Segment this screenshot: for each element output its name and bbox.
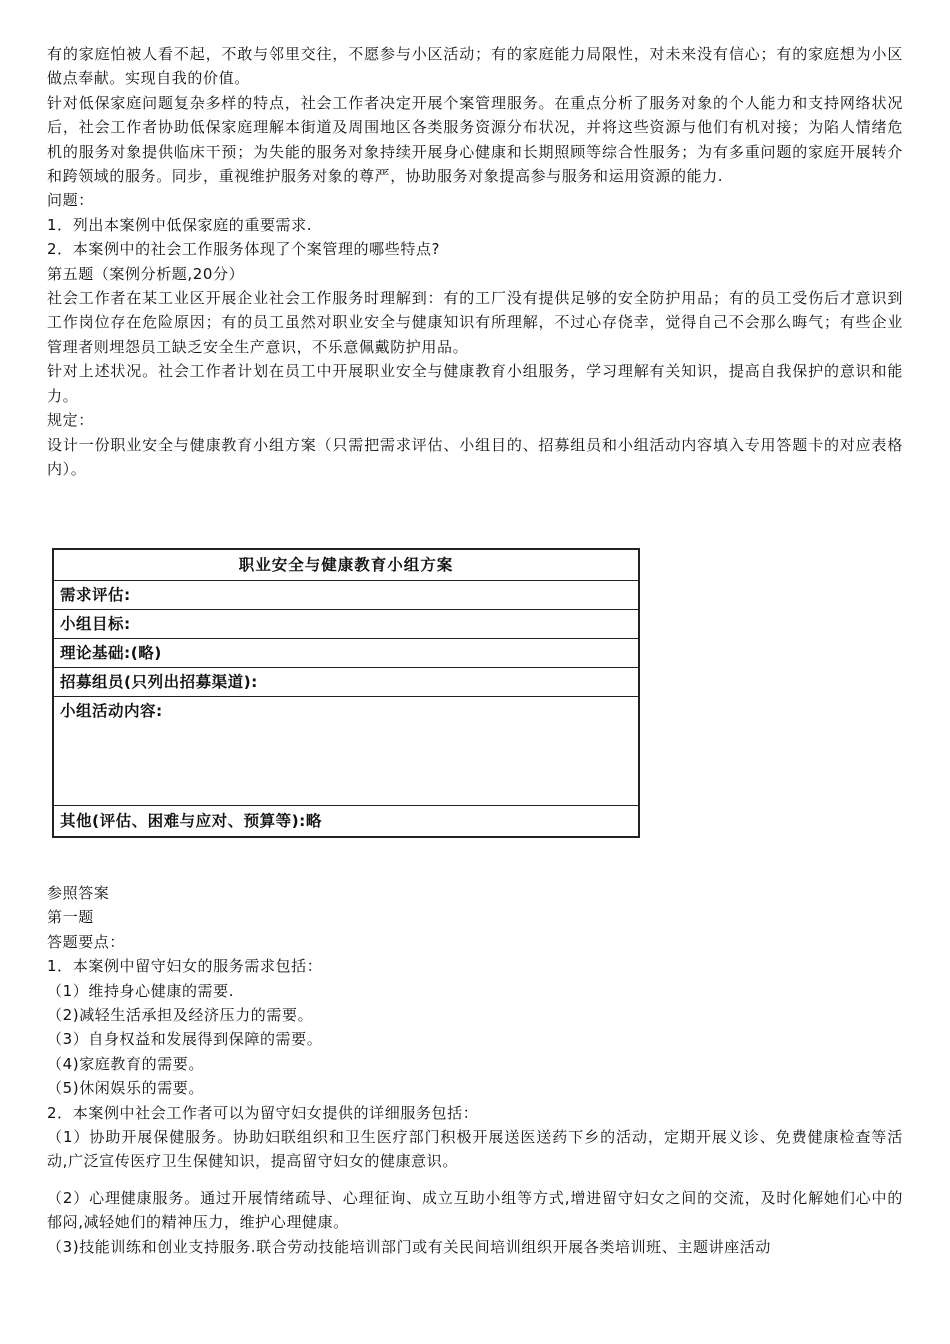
- list-item: （5)休闲娱乐的需要。: [47, 1079, 204, 1098]
- list-item: （1）协助开展保健服务。协助妇联组织和卫生医疗部门积极开展送医送药下乡的活动，定期开展义诊、免费健康检查等活动,广泛宣传医疗卫生保健知识，提高留守妇女的健康意识。: [47, 1128, 903, 1171]
- paragraph: 设计一份职业安全与健康教育小组方案（只需把需求评估、小组目的、招募组员和小组活动内容填入专用答题卡的对应表格内）。: [47, 435, 903, 478]
- answer-item: 2．本案例中社会工作者可以为留守妇女提供的详细服务包括：: [47, 1103, 479, 1122]
- paragraph: 有的家庭怕被人看不起，不敢与邻里交往，不愿参与小区活动；有的家庭能力局限性，对未来没有信心；有的家庭想为小区做点奉献。实现自我的价值。: [47, 45, 903, 88]
- requirement-heading: 规定：: [47, 411, 94, 430]
- list-item: （2)减轻生活承担及经济压力的需要。: [47, 1006, 314, 1025]
- table-row-recruitment: 招募组员(只列出招募渠道):: [54, 668, 638, 697]
- list-item: （2）心理健康服务。通过开展情绪疏导、心理征询、成立互助小组等方式,增进留守妇女之间的交流，及时化解她们心中的郁闷,减轻她们的精神压力，维护心理健康。: [47, 1188, 903, 1232]
- paragraph: 针对低保家庭问题复杂多样的特点，社会工作者决定开展个案管理服务。在重点分析了服务对象的个人能力和支持网络状况后，社会工作者协助低保家庭理解本街道及周围地区各类服务资源分布状况，并将这些资源与他们有机对接；为陷人情绪危机的服务对象提供临床干预；为失能的服务对象持续开展身心健康和长期照顾等综合性服务；为有多重问题的家庭开展转介和跨领域的服务。同步，重视维护服务对象的尊严，协助服务对象提高参与服务和运用资源的能力.: [47, 93, 903, 186]
- question-item: 2．本案例中的社会工作服务体现了个案管理的哪些特点?: [47, 240, 441, 259]
- paragraph: 社会工作者在某工业区开展企业社会工作服务时理解到：有的工厂没有提供足够的安全防护用品；有的员工受伤后才意识到工作岗位存在危险原因；有的员工虽然对职业安全与健康知识有所理解，不过心存侥幸，觉得自己不会那么晦气；有些企业管理者则埋怨员工缺乏安全生产意识，不乐意佩戴防护用品。: [47, 289, 903, 356]
- table-row-needs-assessment: 需求评估:: [54, 581, 638, 610]
- table-row-group-goals: 小组目标:: [54, 610, 638, 639]
- list-item: （3)技能训练和创业支持服务.联合劳动技能培训部门或有关民间培训组织开展各类培训班、主题讲座活动: [47, 1237, 771, 1256]
- table-title: 职业安全与健康教育小组方案: [54, 550, 638, 581]
- answer-heading: 参照答案: [47, 884, 110, 902]
- list-item: （1）维持身心健康的需要.: [47, 981, 235, 1000]
- group-plan-table: [52, 548, 640, 838]
- case-text-section: [47, 42, 903, 481]
- answer-points-label: 答题要点：: [47, 932, 126, 951]
- spacer: [47, 1174, 903, 1186]
- question-item: 1．列出本案例中低保家庭的重要需求.: [47, 215, 313, 234]
- list-item: （4)家庭教育的需要。: [47, 1054, 204, 1073]
- table-row-activities: 小组活动内容:: [54, 697, 638, 806]
- paragraph: 针对上述状况。社会工作者计划在员工中开展职业安全与健康教育小组服务，学习理解有关知识，提高自我保护的意识和能力。: [47, 362, 903, 405]
- question-heading: 问题：: [47, 191, 94, 210]
- table-row-theory: 理论基础:(略): [54, 639, 638, 668]
- section-heading: 第五题（案例分析题,20分）: [47, 264, 245, 283]
- answer-section: [47, 881, 903, 1259]
- answer-question-label: 第一题: [47, 908, 94, 927]
- table-row-other: 其他(评估、困难与应对、预算等):略: [60, 812, 322, 830]
- list-item: （3）自身权益和发展得到保障的需要。: [47, 1030, 323, 1049]
- answer-item: 1．本案例中留守妇女的服务需求包括：: [47, 957, 323, 976]
